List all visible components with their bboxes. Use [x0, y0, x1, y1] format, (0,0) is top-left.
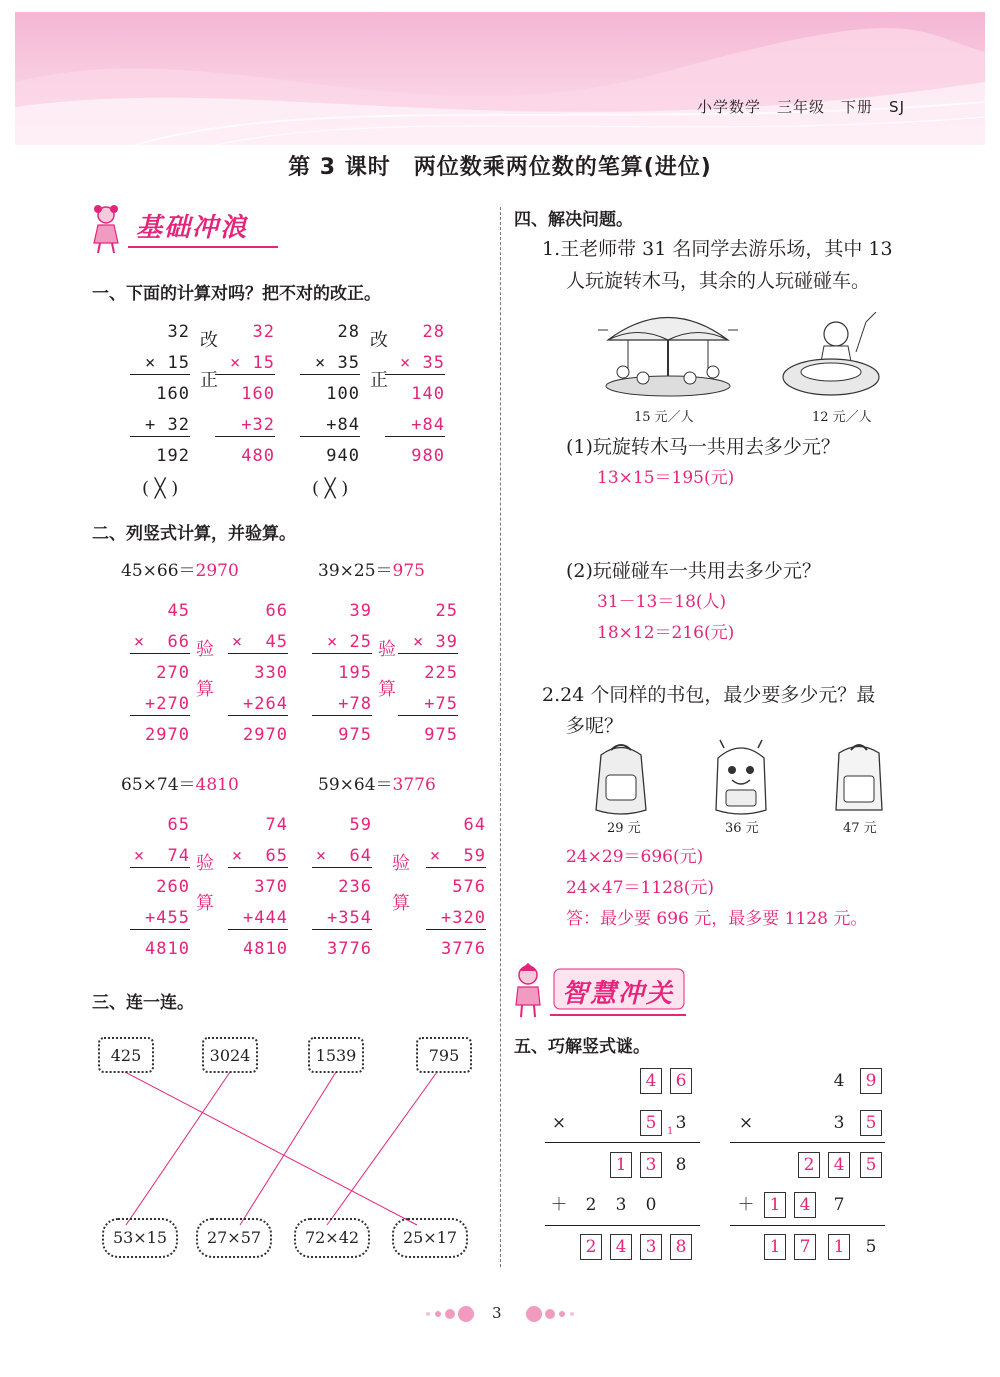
- price-bumper-car: 12 元／人: [812, 410, 872, 425]
- p0-calc-line-2: [130, 715, 190, 716]
- p0-check-line-1: [228, 653, 288, 654]
- match-bottom-3-label: 25×17: [402, 1228, 458, 1247]
- backpack-2-icon: [706, 738, 776, 818]
- p3-calc-line-1: [312, 867, 372, 868]
- p3-check-row-4: 3776: [441, 939, 486, 959]
- p3-check-row-2: 576: [452, 877, 486, 897]
- section1-title: 一、下面的计算对吗？把不对的改正。: [92, 284, 381, 304]
- section2-title: 二、列竖式计算，并验算。: [92, 524, 296, 544]
- right-r5-box-1: 7: [794, 1234, 816, 1260]
- p2-check-row-3: +444: [243, 908, 288, 928]
- right-r5-digit: 5: [865, 1237, 877, 1257]
- a-fix-line-1: [215, 374, 275, 375]
- a-orig-row-1: × 15: [145, 353, 190, 373]
- match-top-2-label: 1539: [315, 1046, 357, 1065]
- match-top-3-label: 795: [428, 1046, 460, 1065]
- problem-1-expr-text: 39×25＝: [318, 561, 393, 581]
- q1b-answer2: 18×12＝216(元): [597, 623, 735, 643]
- right-r2-box: 5: [860, 1110, 882, 1136]
- q2-answer3: 答：最少要 696 元，最多要 1128 元。: [566, 909, 868, 929]
- backpack-3-icon: [824, 738, 894, 818]
- b-fix-row-3: +84: [411, 415, 445, 435]
- left-r1-box-1: 6: [670, 1068, 692, 1094]
- left-r2-digit: 3: [675, 1113, 687, 1133]
- p2-calc-row-3: +455: [145, 908, 190, 928]
- problem-1-expression: [318, 556, 425, 581]
- q2-answer1: 24×29＝696(元): [566, 847, 704, 867]
- p2-calc-line-1: [130, 867, 190, 868]
- p0-check-row-4: 2970: [243, 725, 288, 745]
- match-top-1-label: 3024: [209, 1046, 251, 1065]
- right-times-sign: ×: [738, 1113, 754, 1133]
- page-number: 3: [492, 1304, 502, 1322]
- p3-check-row-3: +320: [441, 908, 486, 928]
- p1-check-row-4: 975: [424, 725, 458, 745]
- problem-3-suan: 算: [392, 893, 410, 914]
- p3-calc-row-2: 236: [338, 877, 372, 897]
- left-line-1: [545, 1142, 700, 1143]
- right-r2-digit: 3: [833, 1113, 845, 1133]
- match-bottom-0[interactable]: [102, 1218, 178, 1258]
- problem-3-yan: 验: [392, 853, 410, 874]
- bag-price-3: 47 元: [843, 821, 877, 836]
- a-fix-row-3: +32: [241, 415, 275, 435]
- a-orig-row-0: 32: [167, 322, 190, 342]
- right-r1-box: 9: [860, 1068, 882, 1094]
- left-r5-box-1: 4: [610, 1234, 632, 1260]
- gai-label-b: 改: [370, 330, 388, 351]
- b-fix-row-0: 28: [422, 322, 445, 342]
- section5-title: 五、巧解竖式谜。: [514, 1037, 650, 1057]
- match-top-0-label: 425: [110, 1046, 142, 1065]
- problem-2-expression: [121, 770, 239, 795]
- p0-calc-row-3: +270: [145, 694, 190, 714]
- left-line-2: [545, 1225, 700, 1226]
- q1-line2: 人玩旋转木马，其余的人玩碰碰车。: [566, 270, 871, 292]
- p1-check-row-0: 25: [435, 601, 458, 621]
- p0-calc-row-0: 45: [167, 601, 190, 621]
- p1-check-row-2: 225: [424, 663, 458, 683]
- right-r5-box-2: 1: [828, 1234, 850, 1260]
- left-r5-box-0: 2: [580, 1234, 602, 1260]
- judge-a: ( ╳ ): [142, 478, 179, 499]
- p3-calc-row-3: +354: [327, 908, 372, 928]
- right-line-1: [730, 1142, 885, 1143]
- q1a-answer: 13×15＝195(元): [597, 468, 735, 488]
- gai-label-a: 改: [200, 330, 218, 351]
- p0-calc-line-1: [130, 653, 190, 654]
- b-orig-row-4: 940: [326, 446, 360, 466]
- a-fix-line-2: [215, 436, 275, 437]
- p3-check-row-1: × 59: [429, 846, 486, 866]
- p2-check-line-1: [228, 867, 288, 868]
- b-orig-line-1: [300, 374, 360, 375]
- p0-calc-row-4: 2970: [145, 725, 190, 745]
- p2-calc-row-4: 4810: [145, 939, 190, 959]
- left-r4-digit-1: 3: [615, 1195, 627, 1215]
- p2-check-row-1: × 65: [231, 846, 288, 866]
- right-r1-digit: 4: [833, 1071, 845, 1091]
- match-bottom-1-label: 27×57: [206, 1228, 262, 1247]
- b-fix-row-2: 140: [411, 384, 445, 404]
- judge-b: ( ╳ ): [312, 478, 349, 499]
- section4-title: 四、解决问题。: [514, 210, 633, 230]
- a-fix-row-0: 32: [252, 322, 275, 342]
- q2-line2: 多呢？: [566, 715, 624, 737]
- header-banner: [15, 12, 985, 145]
- p0-calc-row-2: 270: [156, 663, 190, 683]
- p2-calc-row-2: 260: [156, 877, 190, 897]
- right-r4-digit: 7: [833, 1195, 845, 1215]
- problem-0-suan: 算: [196, 679, 214, 700]
- left-r4-digit-2: 0: [645, 1195, 657, 1215]
- p0-check-row-3: +264: [243, 694, 288, 714]
- b-fix-row-1: × 35: [400, 353, 445, 373]
- right-line-2: [730, 1225, 885, 1226]
- match-top-3[interactable]: [416, 1037, 472, 1073]
- q1a-question: (1)玩旋转木马一共用去多少元？: [566, 436, 840, 458]
- column-divider: [500, 207, 501, 1267]
- problem-1-answer: 975: [392, 561, 425, 581]
- p2-check-line-2: [228, 929, 288, 930]
- match-bottom-0-label: 53×15: [112, 1228, 168, 1247]
- p2-calc-line-2: [130, 929, 190, 930]
- p3-calc-row-4: 3776: [327, 939, 372, 959]
- p2-check-row-2: 370: [254, 877, 288, 897]
- problem-0-expression: [121, 556, 239, 581]
- match-bottom-3[interactable]: [392, 1218, 468, 1258]
- badge-wisdom-label: 智慧冲关: [562, 979, 675, 1009]
- right-r3-box-0: 2: [798, 1152, 820, 1178]
- badge-basic: [88, 203, 288, 253]
- badge-basic-label: 基础冲浪: [136, 213, 249, 243]
- badge-wisdom: [510, 963, 690, 1019]
- problem-3-expr-text: 59×64＝: [318, 775, 393, 795]
- book-info: 小学数学 三年级 下册 SJ: [697, 98, 905, 116]
- problem-0-expr-text: 45×66＝: [121, 561, 196, 581]
- bag-price-1: 29 元: [607, 821, 641, 836]
- problem-3-answer: 3776: [392, 775, 436, 795]
- problem-1-suan: 算: [378, 679, 396, 700]
- p2-calc-row-1: × 74: [133, 846, 190, 866]
- p1-calc-line-1: [312, 653, 372, 654]
- problem-2-expr-text: 65×74＝: [121, 775, 196, 795]
- right-r5-box-0: 1: [764, 1234, 786, 1260]
- bag-price-2: 36 元: [725, 821, 759, 836]
- q2-answer2: 24×47＝1128(元): [566, 878, 715, 898]
- match-top-2[interactable]: [308, 1037, 364, 1073]
- p0-calc-row-1: × 66: [133, 632, 190, 652]
- p3-calc-row-1: × 64: [315, 846, 372, 866]
- problem-2-answer: 4810: [195, 775, 239, 795]
- right-r3-box-1: 4: [828, 1152, 850, 1178]
- q2-line1: 2.24 个同样的书包，最少要多少元？最: [542, 684, 876, 706]
- price-carousel: 15 元／人: [634, 410, 694, 425]
- p1-calc-row-2: 195: [338, 663, 372, 683]
- b-orig-row-2: 100: [326, 384, 360, 404]
- b-fix-line-1: [385, 374, 445, 375]
- p2-check-row-0: 74: [265, 815, 288, 835]
- p0-check-row-1: × 45: [231, 632, 288, 652]
- problem-0-yan: 验: [196, 639, 214, 660]
- b-orig-row-3: +84: [326, 415, 360, 435]
- right-r4-box-1: 4: [794, 1192, 816, 1218]
- p1-calc-row-3: +78: [338, 694, 372, 714]
- right-r3-box-2: 5: [860, 1152, 882, 1178]
- left-r3-digit: 8: [675, 1155, 687, 1175]
- problem-2-suan: 算: [196, 893, 214, 914]
- b-fix-row-4: 980: [411, 446, 445, 466]
- match-top-0[interactable]: [98, 1037, 154, 1073]
- p3-calc-line-2: [312, 929, 372, 930]
- problem-0-answer: 2970: [195, 561, 239, 581]
- problem-3-expression: [318, 770, 436, 795]
- b-orig-row-0: 28: [337, 322, 360, 342]
- left-times-sign: ×: [551, 1113, 567, 1133]
- a-orig-line-1: [130, 374, 190, 375]
- q1b-question: (2)玩碰碰车一共用去多少元？: [566, 560, 821, 582]
- p3-calc-row-0: 59: [349, 815, 372, 835]
- p3-check-line-2: [426, 929, 486, 930]
- match-top-1[interactable]: [202, 1037, 258, 1073]
- right-plus-sign: ＋: [737, 1195, 755, 1215]
- p1-check-row-1: × 39: [413, 632, 458, 652]
- left-carry-mark: 1: [667, 1126, 674, 1137]
- a-orig-row-2: 160: [156, 384, 190, 404]
- left-r3-box-1: 3: [640, 1152, 662, 1178]
- left-r4-digit-0: 2: [585, 1195, 597, 1215]
- left-r1-box-0: 4: [640, 1068, 662, 1094]
- p1-calc-row-1: × 25: [327, 632, 372, 652]
- bumper-car-illustration: [776, 312, 886, 402]
- left-r2-box: 5: [640, 1110, 662, 1136]
- left-r3-box-0: 1: [610, 1152, 632, 1178]
- p1-check-line-1: [398, 653, 458, 654]
- left-r5-box-2: 3: [640, 1234, 662, 1260]
- b-orig-row-1: × 35: [315, 353, 360, 373]
- p2-check-row-4: 4810: [243, 939, 288, 959]
- lesson-title: 第 3 课时 两位数乘两位数的笔算(进位): [288, 155, 712, 180]
- p3-check-row-0: 64: [463, 815, 486, 835]
- backpack-1-icon: [586, 740, 656, 820]
- b-fix-line-2: [385, 436, 445, 437]
- a-orig-line-2: [130, 436, 190, 437]
- match-bottom-1[interactable]: [196, 1218, 272, 1258]
- p1-calc-row-4: 975: [338, 725, 372, 745]
- a-fix-row-2: 160: [241, 384, 275, 404]
- p3-check-line-1: [426, 867, 486, 868]
- p1-calc-line-2: [312, 715, 372, 716]
- a-orig-row-4: 192: [156, 446, 190, 466]
- p2-calc-row-0: 65: [167, 815, 190, 835]
- p0-check-row-0: 66: [265, 601, 288, 621]
- p0-check-line-2: [228, 715, 288, 716]
- p0-check-row-2: 330: [254, 663, 288, 683]
- problem-1-yan: 验: [378, 639, 396, 660]
- left-r5-box-3: 8: [670, 1234, 692, 1260]
- b-orig-line-2: [300, 436, 360, 437]
- p1-check-line-2: [398, 715, 458, 716]
- problem-2-yan: 验: [196, 853, 214, 874]
- a-fix-row-4: 480: [241, 446, 275, 466]
- zheng-label-b: 正: [370, 370, 388, 391]
- a-orig-row-3: + 32: [145, 415, 190, 435]
- match-bottom-2-label: 72×42: [304, 1228, 360, 1247]
- match-bottom-2[interactable]: [294, 1218, 370, 1258]
- carousel-illustration: [598, 300, 738, 400]
- section3-title: 三、连一连。: [92, 993, 194, 1013]
- p1-calc-row-0: 39: [349, 601, 372, 621]
- zheng-label-a: 正: [200, 370, 218, 391]
- q1-line1: 1.王老师带 31 名同学去游乐场，其中 13: [542, 238, 893, 260]
- right-r4-box-0: 1: [764, 1192, 786, 1218]
- q1b-answer1: 31－13＝18(人): [597, 592, 727, 612]
- a-fix-row-1: × 15: [230, 353, 275, 373]
- left-plus-sign: ＋: [550, 1195, 568, 1215]
- p1-check-row-3: +75: [424, 694, 458, 714]
